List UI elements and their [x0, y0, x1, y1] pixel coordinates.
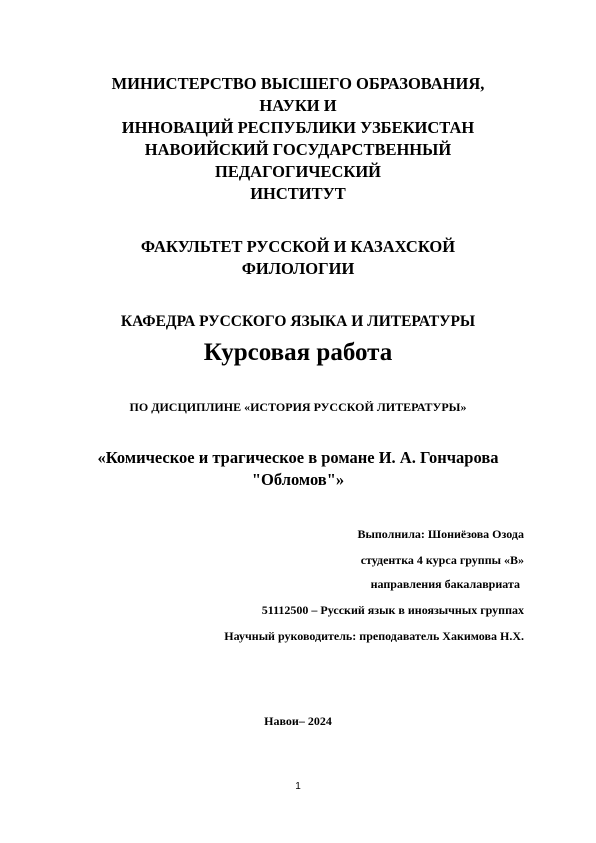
- work-title: Курсовая работа: [203, 339, 393, 366]
- faculty-header: [60, 236, 536, 280]
- direction-info: направления бакалавриата: [370, 577, 520, 591]
- department-header: КАФЕДРА РУССКОГО ЯЗЫКА И ЛИТЕРАТУРЫ: [120, 313, 476, 330]
- supervisor-info: Научный руководитель: преподаватель Хакимова Н.Х.: [224, 629, 524, 643]
- topic-line: «Комическое и трагическое в романе И. А. Гончарова: [97, 448, 499, 467]
- city-year: Навои– 2024: [264, 714, 332, 728]
- faculty-line: ФАКУЛЬТЕТ РУССКОЙ И КАЗАХСКОЙ: [140, 237, 456, 256]
- ministry-line: НАУКИ И: [259, 96, 337, 115]
- student-info: студентка 4 курса группы «В»: [360, 553, 524, 567]
- page-number: 1: [295, 781, 301, 792]
- ministry-line: МИНИСТЕРСТВО ВЫСШЕГО ОБРАЗОВАНИЯ,: [111, 74, 485, 93]
- faculty-line: ФИЛОЛОГИИ: [241, 259, 355, 278]
- institute-line: ИНСТИТУТ: [250, 184, 346, 203]
- institute-line: НАВОИЙСКИЙ ГОСУДАРСТВЕННЫЙ: [144, 140, 452, 159]
- topic-title: [40, 447, 556, 491]
- ministry-header: [60, 73, 536, 205]
- discipline-line: ПО ДИСЦИПЛИНЕ «ИСТОРИЯ РУССКОЙ ЛИТЕРАТУРЫ»: [129, 400, 467, 414]
- ministry-line: ИННОВАЦИЙ РЕСПУБЛИКИ УЗБЕКИСТАН: [121, 118, 475, 137]
- topic-line: "Обломов"»: [251, 470, 345, 489]
- specialty-info: 51112500 – Русский язык в иноязычных группах: [261, 603, 524, 617]
- performed-by: Выполнила: Шониёзова Озода: [357, 527, 524, 541]
- institute-line: ПЕДАГОГИЧЕСКИЙ: [214, 162, 382, 181]
